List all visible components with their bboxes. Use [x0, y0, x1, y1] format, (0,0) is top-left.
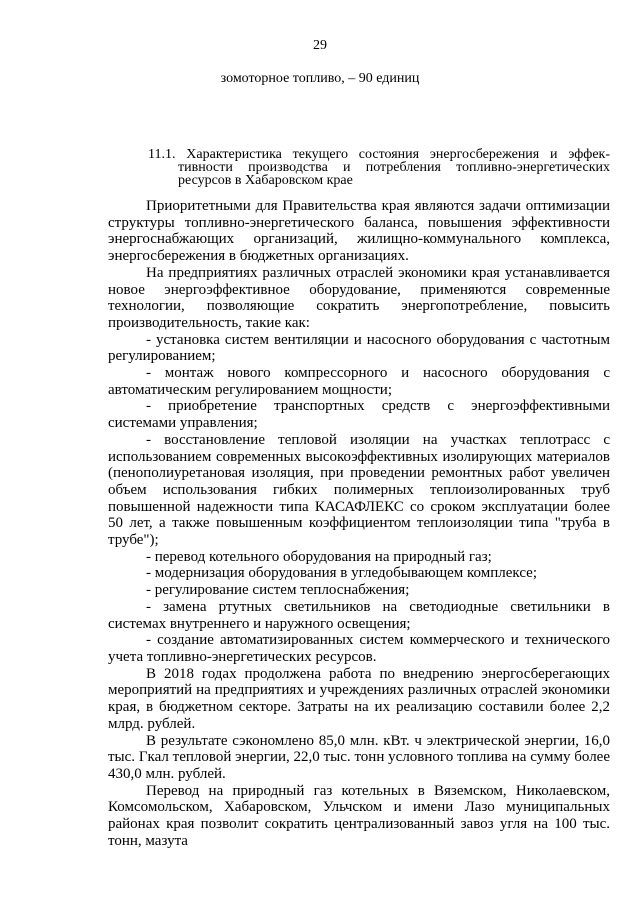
paragraph-gas-transfer: Перевод на природный газ котельных в Вяземском, Николаевском, Комсомольском, Хабаровском, Ульчском и имени Лазо муниципальных районах края позволит сократить централизованный завоз угля на 100 тыс. тонн, мазута [108, 782, 610, 849]
paragraph-savings: В результате сэкономлено 85,0 млн. кВт. ч электрической энергии, 16,0 тыс. Гкал тепловой энергии, 22,0 тыс. тонн условного топлива на сумму более 430,0 млн. рублей. [108, 732, 610, 782]
list-item-insulation: - восстановление тепловой изоляции на участках теплотрасс с использованием современных высокоэффективных изолирующих материалов (пенополиуретановая изоляция, при проведении ремонтных работ увеличен объем использования гибких полимерных теплоизолированных труб повышенной надежности типа КАСАФЛЕКС со сроком эксплуатации более 50 лет, а также повышенным коэффициентом теплоизоляции типа "труба в трубе"); [108, 431, 610, 549]
list-item-transport: - приобретение транспортных средств с энергоэффективными системами управления; [108, 398, 610, 432]
list-item-coal-modernization: - модернизация оборудования в угледобывающем комплексе; [146, 565, 537, 582]
list-item-compressor: - монтаж нового компрессорного и насосного оборудования с автоматическим регулированием мощности; [108, 365, 610, 398]
section-heading-line-2: тивности производства и потребления топливно-энергетических [178, 160, 610, 175]
carried-over-text: зомоторное топливо, – 90 единиц [220, 71, 420, 86]
list-item-lighting: - замена ртутных светильников на светодиодные светильники в системах внутреннего и наружного освещения; [108, 598, 610, 632]
section-heading-line-3: ресурсов в Хабаровском крае [178, 173, 353, 188]
body-text [108, 198, 610, 849]
section-heading-line-1: 11.1. Характеристика текущего состояния энергосбережения и эффек- [148, 147, 610, 162]
paragraph-priorities: Приоритетными для Правительства края являются задачи оптимизации структуры топливно-энергетического баланса, повышения эффективности энергоснабжающих организаций, жилищно-коммунального комплекса, энергосбережения в бюджетных организациях. [108, 198, 610, 265]
list-item-gas-conversion: - перевод котельного оборудования на природный газ; [146, 548, 492, 565]
page-number: 29 [313, 38, 327, 53]
list-item-heat-regulation: - регулирование систем теплоснабжения; [146, 582, 410, 599]
list-item-metering: - создание автоматизированных систем коммерческого и технического учета топливно-энергетических ресурсов. [108, 632, 610, 665]
paragraph-enterprises: На предприятиях различных отраслей экономики края устанавливается новое энергоэффективное оборудование, применяются современные технологии, позволяющие сократить энергопотребление, повысить производительность, такие как: [108, 264, 610, 331]
paragraph-2018-work: В 2018 годах продолжена работа по внедрению энергосберегающих мероприятий на предприятиях и учреждениях различных отраслей экономики края, в бюджетном секторе. Затраты на их реализацию составили более 2,2 млрд. рублей. [108, 665, 610, 732]
list-item-ventilation: - установка систем вентиляции и насосного оборудования с частотным регулированием; [108, 331, 610, 365]
section-heading [148, 148, 610, 187]
